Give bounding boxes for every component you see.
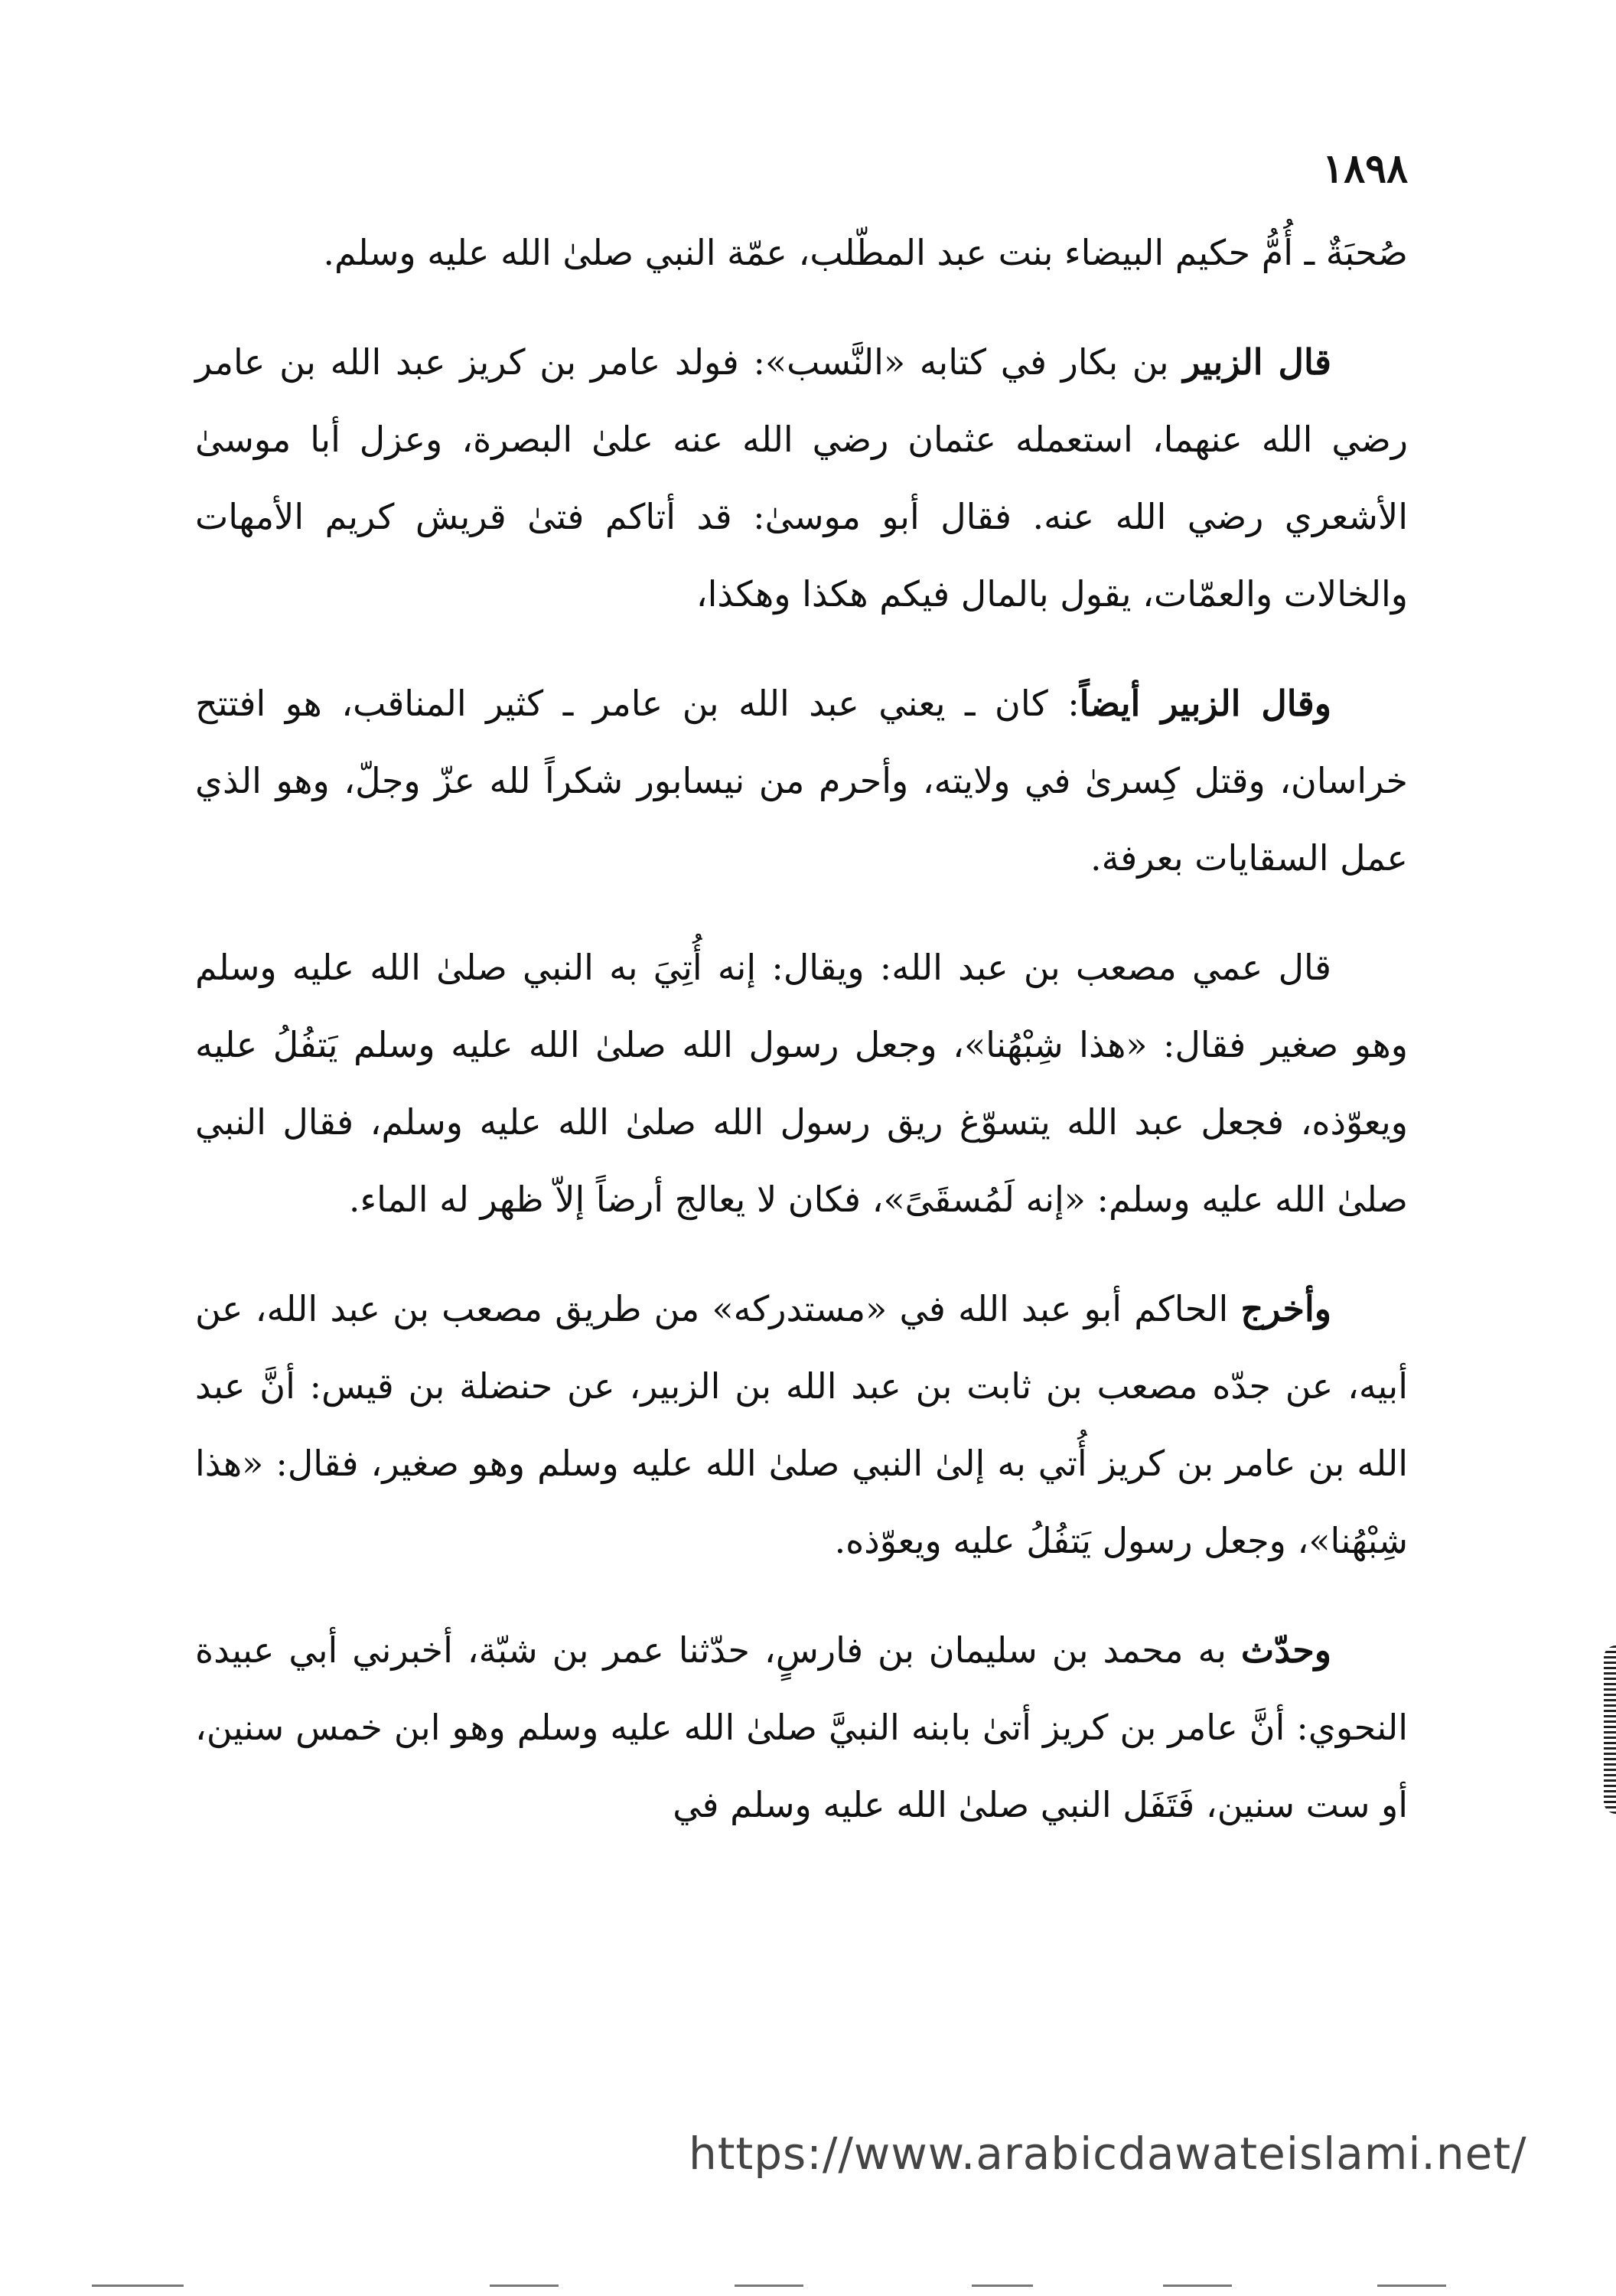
paragraph-5-lead: وأخرج xyxy=(1240,1288,1331,1329)
bottom-rule xyxy=(1163,2285,1232,2287)
paragraph-6-text: به محمد بن سليمان بن فارسٍ، حدّثنا عمر بن شبّة، أخبرني أبي عبيدة النحوي: أنَّ عامر بن كريز أتىٰ بابنه النبيَّ صلىٰ الله عليه وسلم وهو ابن خمس سنين، أو ست سنين، فَتَفَل النبي صلىٰ الله عليه وسلم في xyxy=(195,1629,1409,1825)
bottom-rule xyxy=(1377,2285,1446,2287)
paragraph-1-text: صُحبَةٌ ـ أُمُّ حكيم البيضاء بنت عبد المطّلب، عمّة النبي صلىٰ الله عليه وسلم. xyxy=(323,232,1408,273)
paragraph-5 xyxy=(195,1270,1408,1580)
bottom-rule xyxy=(92,2285,184,2287)
paragraph-6-lead: وحدّث xyxy=(1240,1629,1331,1671)
paragraph-4 xyxy=(195,929,1408,1238)
bottom-rule xyxy=(735,2285,803,2287)
page-edge-scan-mark xyxy=(1604,1645,1616,1814)
paragraph-2-lead: قال الزبير xyxy=(1183,341,1331,383)
paragraph-2 xyxy=(195,324,1408,633)
bottom-rule xyxy=(972,2285,1033,2287)
body-text xyxy=(195,214,1408,1876)
paragraph-3-text: : كان ـ يعني عبد الله بن عامر ـ كثير المناقب، هو افتتح خراسان، وقتل كِسرىٰ في ولايته، وأحرم من نيسابور شكراً لله عزّ وجلّ، وهو الذي عمل السقايات بعرفة. xyxy=(195,683,1408,879)
bottom-rule xyxy=(490,2285,559,2287)
watermark-url: https://www.arabicdawateislami.net/ xyxy=(689,2128,1527,2180)
bottom-scan-rules xyxy=(0,2285,1616,2289)
paragraph-6 xyxy=(195,1612,1408,1844)
paragraph-3-lead: وقال الزبير أيضاً xyxy=(1079,683,1331,724)
page-number: ١٨٩٨ xyxy=(1322,145,1408,192)
paragraph-3 xyxy=(195,665,1408,897)
paragraph-5-text: الحاكم أبو عبد الله في «مستدركه» من طريق مصعب بن عبد الله، عن أبيه، عن جدّه مصعب بن ثابت بن عبد الله بن الزبير، عن حنضلة بن قيس: أنَّ عبد الله بن عامر بن كريز أُتي به إلىٰ النبي صلىٰ الله عليه وسلم وهو صغير، فقال: «هذا شِبْهُنا»، وجعل رسول يَتفُلُ عليه ويعوّذه. xyxy=(195,1288,1408,1561)
paragraph-1 xyxy=(195,214,1408,292)
paragraph-2-text: بن بكار في كتابه «النَّسب»: فولد عامر بن كريز عبد الله بن عامر رضي الله عنهما، استعمله عثمان رضي الله عنه علىٰ البصرة، وعزل أبا موسىٰ الأشعري رضي الله عنه. فقال أبو موسىٰ: قد أتاكم فتىٰ قريش كريم الأمهات والخالات والعمّات، يقول بالمال فيكم هكذا وهكذا، xyxy=(195,341,1408,615)
paragraph-4-text: قال عمي مصعب بن عبد الله: ويقال: إنه أُتِيَ به النبي صلىٰ الله عليه وسلم وهو صغير فقال: «هذا شِبْهُنا»، وجعل رسول الله صلىٰ الله عليه وسلم يَتفُلُ عليه ويعوّذه، فجعل عبد الله يتسوّغ ريق رسول الله صلىٰ الله عليه وسلم، فقال النبي صلىٰ الله عليه وسلم: «إنه لَمُسقَىً»، فكان لا يعالج أرضاً إلاّ ظهر له الماء. xyxy=(195,947,1408,1220)
